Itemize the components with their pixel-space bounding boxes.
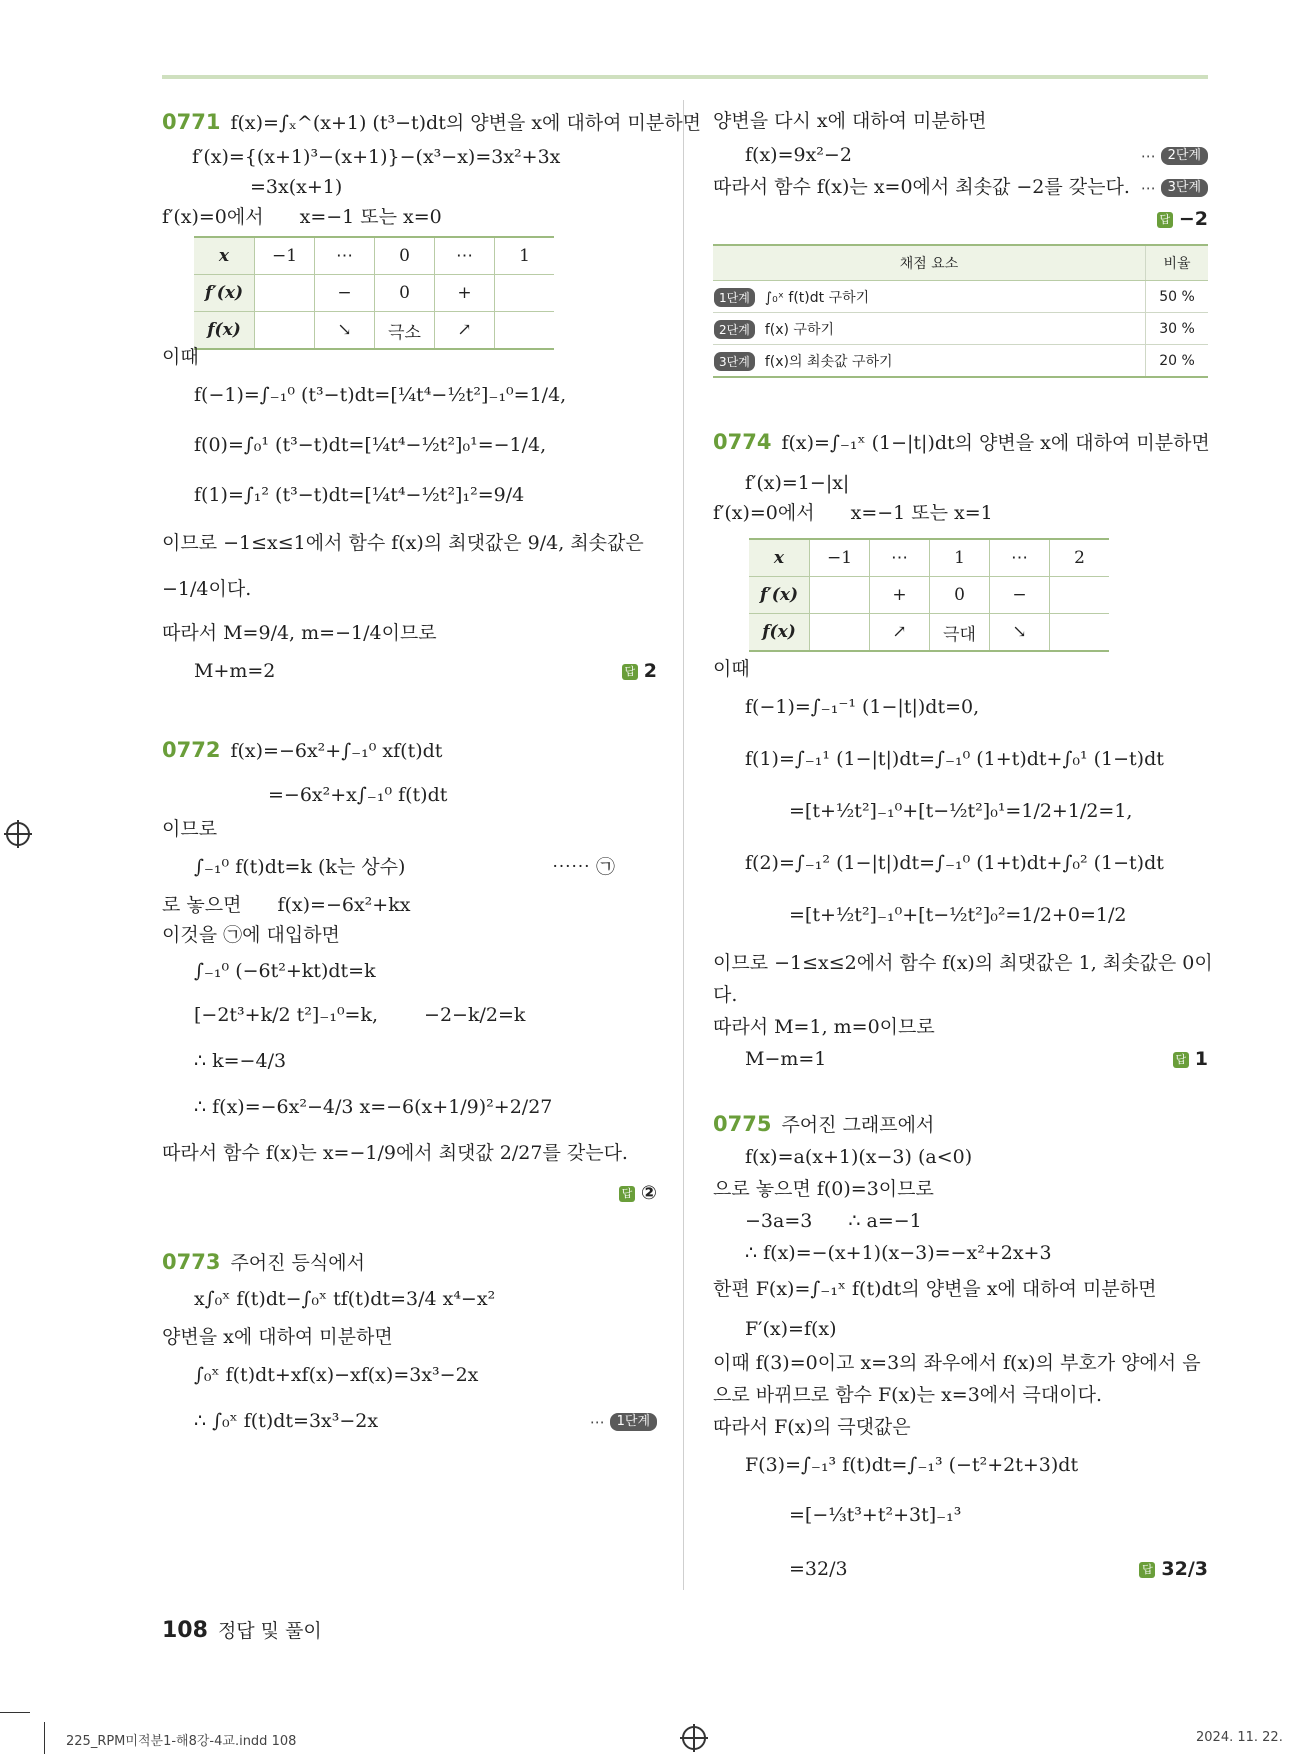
variation-table-row <box>194 275 554 312</box>
stage-badge: 2단계 <box>714 320 755 339</box>
variation-table <box>194 236 554 350</box>
variation-table-cell: x <box>749 539 810 577</box>
stage-marker <box>1141 176 1208 199</box>
variation-table-cell <box>255 312 315 350</box>
text: −3a=3 <box>745 1210 813 1232</box>
answer-icon: 답 <box>622 664 638 680</box>
math-line <box>713 502 993 525</box>
math-line <box>745 1210 922 1233</box>
text: x=−1 또는 x=0 <box>299 206 442 228</box>
problem-number: 0775 <box>713 1112 772 1136</box>
variation-table <box>749 538 1109 652</box>
text: 한편 F(x)=∫₋₁ˣ f(t)dt의 양변을 x에 대하여 미분하면 <box>713 1278 1157 1300</box>
variation-table-cell: ⋯ <box>870 539 930 577</box>
math-line: ∫₋₁⁰ f(t)dt=k (k는 상수) <box>194 856 406 878</box>
problem-number: 0772 <box>162 738 221 762</box>
math-line: =[t+½t²]₋₁⁰+[t−½t²]₀²=1/2+0=1/2 <box>789 904 1127 926</box>
problem-0775-line1 <box>713 1112 934 1137</box>
variation-table-row <box>749 614 1109 652</box>
text: 이므로 −1≤x≤2에서 함수 f(x)의 최댓값은 1, 최솟값은 0이 <box>713 952 1213 974</box>
math-line: ∴ k=−4/3 <box>194 1050 287 1072</box>
text: 이때 <box>713 658 750 680</box>
grading-ratio: 50 % <box>1146 281 1209 313</box>
grading-row <box>713 345 1208 378</box>
answer-icon: 답 <box>1139 1562 1155 1578</box>
problem-0773-line1 <box>162 1250 365 1275</box>
math-line: =[−⅓t³+t²+3t]₋₁³ <box>789 1504 962 1526</box>
variation-table-cell: 1 <box>930 539 990 577</box>
variation-table-cell: ⋯ <box>435 237 495 275</box>
variation-table-cell: − <box>990 577 1050 614</box>
slug-filename: 225_RPM미적분1-해8강-4교.indd 108 <box>66 1734 297 1749</box>
variation-table-cell: 0 <box>930 577 990 614</box>
variation-table-cell: f′(x) <box>194 275 255 312</box>
variation-table-cell <box>495 275 555 312</box>
math-line <box>162 206 442 229</box>
variation-table-cell <box>810 577 870 614</box>
dots: ⋯ <box>1140 147 1161 165</box>
variation-table-cell <box>495 312 555 350</box>
math-line: f(−1)=∫₋₁⁰ (t³−t)dt=[¼t⁴−½t²]₋₁⁰=1/4, <box>194 384 567 406</box>
text: 따라서 함수 f(x)는 x=0에서 최솟값 −2를 갖는다. <box>713 176 1130 198</box>
registration-mark-icon <box>6 822 30 846</box>
variation-table-cell: − <box>315 275 375 312</box>
grading-header-ratio: 비율 <box>1146 245 1209 281</box>
text: f′(x)=0에서 <box>713 502 815 524</box>
math-line: f(1)=∫₁² (t³−t)dt=[¼t⁴−½t²]₁²=9/4 <box>194 484 525 506</box>
variation-table-cell: x <box>194 237 255 275</box>
slug-date: 2024. 11. 22. <box>1196 1730 1283 1745</box>
answer-value: −2 <box>1178 208 1208 230</box>
answer-value: ② <box>640 1182 657 1204</box>
stage-badge: 1단계 <box>714 288 755 307</box>
math-line: ∴ ∫₀ˣ f(t)dt=3x³−2x <box>194 1410 379 1432</box>
variation-table-cell: + <box>870 577 930 614</box>
variation-table-cell: 극대 <box>930 614 990 652</box>
text: 양변을 다시 x에 대하여 미분하면 <box>713 110 987 132</box>
variation-table-cell <box>1050 577 1110 614</box>
variation-table-body <box>749 539 1109 651</box>
variation-table-cell: + <box>435 275 495 312</box>
text: −1/4이다. <box>162 578 252 600</box>
variation-table-row <box>194 237 554 275</box>
variation-table-cell: ⋯ <box>315 237 375 275</box>
answer-0771 <box>622 660 657 682</box>
text: 따라서 M=1, m=0이므로 <box>713 1016 935 1038</box>
text: f(x)=−6x²+kx <box>277 894 411 916</box>
answer-0774 <box>1173 1048 1208 1070</box>
grading-header-row <box>713 245 1208 281</box>
variation-table-cell: ↗ <box>435 312 495 350</box>
math-line: f(1)=∫₋₁¹ (1−|t|)dt=∫₋₁⁰ (1+t)dt+∫₀¹ (1−t)dt <box>745 748 1164 770</box>
stage-badge: 3단계 <box>714 352 755 371</box>
math-line: f(2)=∫₋₁² (1−|t|)dt=∫₋₁⁰ (1+t)dt+∫₀² (1−t)dt <box>745 852 1164 874</box>
text: f(x)=∫₋₁ˣ (1−|t|)dt의 양변을 x에 대하여 미분하면 <box>781 432 1210 454</box>
answer-0773 <box>1157 208 1208 230</box>
registration-mark-icon <box>682 1726 706 1750</box>
crop-mark <box>44 1722 45 1754</box>
math-line: f′(x)=1−|x| <box>745 472 850 494</box>
text: 이때 f(3)=0이고 x=3의 좌우에서 f(x)의 부호가 양에서 음 <box>713 1352 1201 1374</box>
variation-table-cell: ↘ <box>990 614 1050 652</box>
stage-marker <box>590 1410 657 1433</box>
answer-icon: 답 <box>1157 212 1173 228</box>
grading-item-text: f(x) 구하기 <box>764 321 834 338</box>
grading-row <box>713 313 1208 345</box>
answer-0775 <box>1139 1558 1208 1580</box>
text: 으로 놓으면 f(0)=3이므로 <box>713 1178 934 1200</box>
column-divider <box>683 100 684 1590</box>
footer-label: 정답 및 풀이 <box>217 1620 322 1642</box>
text: f(x)=−6x²+∫₋₁⁰ xf(t)dt <box>230 740 443 762</box>
variation-table-cell: f(x) <box>194 312 255 350</box>
text: 로 놓으면 <box>162 894 242 916</box>
text: f′(x)=0에서 <box>162 206 264 228</box>
variation-table-cell: −1 <box>255 237 315 275</box>
math-line: M−m=1 <box>745 1048 827 1070</box>
stage-badge: 3단계 <box>1161 179 1208 197</box>
grading-item <box>713 281 1146 313</box>
math-line: ∴ f(x)=−6x²−4/3 x=−6(x+1/9)²+2/27 <box>194 1096 553 1118</box>
problem-0771-line1 <box>162 110 701 135</box>
variation-table-row <box>194 312 554 350</box>
answer-value: 2 <box>643 660 657 682</box>
answer-icon: 답 <box>1173 1052 1189 1068</box>
stage-badge: 2단계 <box>1161 147 1208 165</box>
grading-table-body <box>713 281 1208 378</box>
math-line: ∫₀ˣ f(t)dt+xf(x)−xf(x)=3x³−2x <box>194 1364 479 1386</box>
math-line <box>162 894 410 917</box>
math-line: =[t+½t²]₋₁⁰+[t−½t²]₀¹=1/2+1/2=1, <box>789 800 1133 822</box>
answer-icon: 답 <box>619 1186 635 1202</box>
math-line: f′(x)={(x+1)³−(x+1)}−(x³−x)=3x²+3x <box>192 146 561 168</box>
math-line: f(0)=∫₀¹ (t³−t)dt=[¼t⁴−½t²]₀¹=−1/4, <box>194 434 547 456</box>
page-footer <box>162 1616 322 1643</box>
text: 양변을 x에 대하여 미분하면 <box>162 1326 393 1348</box>
grading-table <box>713 244 1208 378</box>
math-line: f(x)=9x²−2 <box>745 144 852 166</box>
variation-table-cell: −1 <box>810 539 870 577</box>
grading-item-text: ∫₀ˣ f(t)dt 구하기 <box>764 289 870 306</box>
math-line: ∫₋₁⁰ (−6t²+kt)dt=k <box>194 960 376 982</box>
variation-table-cell <box>810 614 870 652</box>
answer-value: 32/3 <box>1161 1558 1208 1580</box>
text: x=−1 또는 x=1 <box>850 502 993 524</box>
math-line: f(−1)=∫₋₁⁻¹ (1−|t|)dt=0, <box>745 696 980 718</box>
text: 이므로 <box>162 818 218 840</box>
variation-table-cell <box>1050 614 1110 652</box>
problem-number: 0773 <box>162 1250 221 1274</box>
problem-0772-line1 <box>162 738 442 763</box>
math-line: f(x)=a(x+1)(x−3) (a<0) <box>745 1146 973 1168</box>
math-line: =−6x²+x∫₋₁⁰ f(t)dt <box>268 784 448 806</box>
variation-table-cell: 0 <box>375 275 435 312</box>
math-line: =3x(x+1) <box>250 176 343 198</box>
grading-item <box>713 345 1146 378</box>
math-line: F′(x)=f(x) <box>745 1318 837 1340</box>
top-rule <box>162 75 1208 79</box>
variation-table-cell: 0 <box>375 237 435 275</box>
page-number: 108 <box>162 1618 208 1643</box>
math-line: ∴ f(x)=−(x+1)(x−3)=−x²+2x+3 <box>745 1242 1052 1264</box>
problem-number: 0771 <box>162 110 221 134</box>
grading-row <box>713 281 1208 313</box>
equation-tag: ⋯⋯ ㉠ <box>552 856 616 878</box>
grading-item-text: f(x)의 최솟값 구하기 <box>764 353 893 370</box>
text: ∴ a=−1 <box>848 1210 922 1232</box>
dots: ⋯ <box>1140 179 1161 197</box>
variation-table-cell: 2 <box>1050 539 1110 577</box>
variation-table-cell: 1 <box>495 237 555 275</box>
math-line: =32/3 <box>789 1558 848 1580</box>
variation-table-body <box>194 237 554 349</box>
answer-value: 1 <box>1194 1048 1208 1070</box>
grading-ratio: 30 % <box>1146 313 1209 345</box>
dots: ⋯ <box>589 1413 610 1431</box>
variation-table-cell: f(x) <box>749 614 810 652</box>
answer-0772 <box>619 1182 657 1204</box>
text: 주어진 그래프에서 <box>781 1114 935 1136</box>
text: 다. <box>713 984 738 1006</box>
variation-table-cell: f′(x) <box>749 577 810 614</box>
variation-table-row <box>749 539 1109 577</box>
variation-table-cell: ↘ <box>315 312 375 350</box>
variation-table-row <box>749 577 1109 614</box>
text: 따라서 함수 f(x)는 x=−1/9에서 최댓값 2/27를 갖는다. <box>162 1142 628 1164</box>
grading-ratio: 20 % <box>1146 345 1209 378</box>
variation-table-cell: ↗ <box>870 614 930 652</box>
text: 이므로 −1≤x≤1에서 함수 f(x)의 최댓값은 9/4, 최솟값은 <box>162 532 644 554</box>
variation-table-cell: ⋯ <box>990 539 1050 577</box>
text: f(x)=∫ₓ^(x+1) (t³−t)dt의 양변을 x에 대하여 미분하면 <box>230 112 701 134</box>
math-line <box>194 1004 525 1027</box>
text: 이때 <box>162 346 199 368</box>
problem-number: 0774 <box>713 430 772 454</box>
text: −2−k/2=k <box>424 1004 526 1026</box>
text: 이것을 ㉠에 대입하면 <box>162 924 340 946</box>
text: 따라서 M=9/4, m=−1/4이므로 <box>162 622 437 644</box>
text: 주어진 등식에서 <box>230 1252 365 1274</box>
grading-item <box>713 313 1146 345</box>
grading-header-item: 채점 요소 <box>713 245 1146 281</box>
problem-0774-line1 <box>713 430 1210 455</box>
grading-table-head <box>713 245 1208 281</box>
stage-badge: 1단계 <box>610 1413 657 1431</box>
math-line: M+m=2 <box>194 660 276 682</box>
math-line: F(3)=∫₋₁³ f(t)dt=∫₋₁³ (−t²+2t+3)dt <box>745 1454 1079 1476</box>
variation-table-cell <box>255 275 315 312</box>
text: 으로 바뀌므로 함수 F(x)는 x=3에서 극대이다. <box>713 1384 1102 1406</box>
variation-table-cell: 극소 <box>375 312 435 350</box>
stage-marker <box>1141 144 1208 167</box>
text: 따라서 F(x)의 극댓값은 <box>713 1416 911 1438</box>
text: [−2t³+k/2 t²]₋₁⁰=k, <box>194 1004 379 1026</box>
crop-mark <box>0 1712 30 1713</box>
math-line: x∫₀ˣ f(t)dt−∫₀ˣ tf(t)dt=3/4 x⁴−x² <box>194 1288 496 1310</box>
